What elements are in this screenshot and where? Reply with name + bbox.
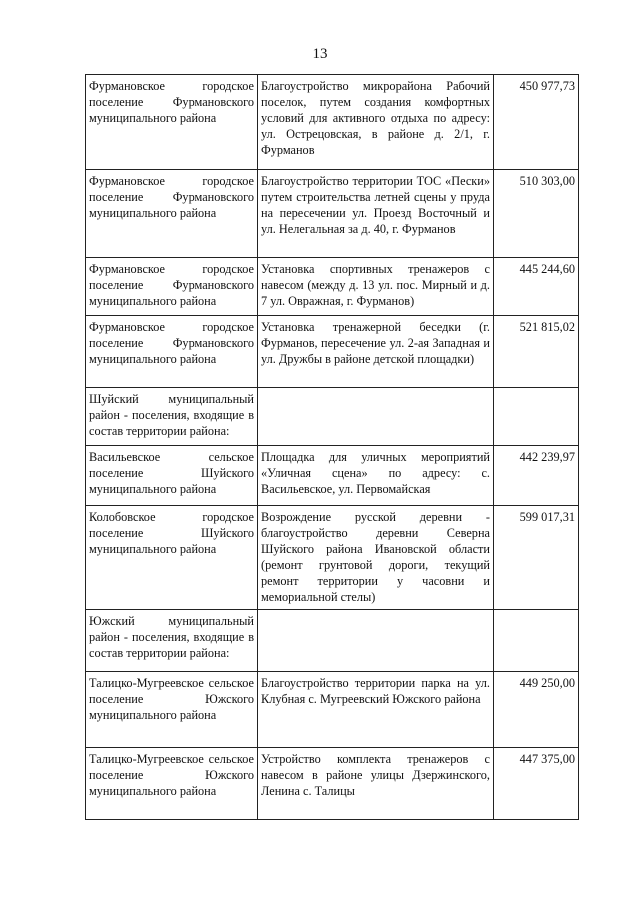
table-row bbox=[86, 748, 579, 820]
allocation-table bbox=[85, 74, 579, 820]
amount-cell bbox=[494, 170, 579, 258]
district-heading-cell: Шуйский муниципальный район - поселения, входящие в состав территории района: bbox=[86, 388, 258, 446]
amount-value: 447 375,00 bbox=[519, 752, 575, 766]
amount-value: 450 977,73 bbox=[519, 79, 575, 93]
amount-value: 599 017,31 bbox=[519, 510, 575, 524]
project-cell: Установка спортивных тренажеров с навесом (между д. 13 ул. пос. Мирный и д. 7 ул. Овражная, г. Фурманов) bbox=[258, 258, 494, 316]
project-cell: Благоустройство территории парка на ул. Клубная с. Мугреевский Южского района bbox=[258, 672, 494, 748]
table-row bbox=[86, 610, 579, 672]
amount-cell bbox=[494, 672, 579, 748]
amount-value: 521 815,02 bbox=[519, 320, 575, 334]
project-cell: Устройство комплекта тренажеров с навесом в районе улицы Дзержинского, Ленина с. Талицы bbox=[258, 748, 494, 820]
amount-cell bbox=[494, 258, 579, 316]
district-heading-cell: Южский муниципальный район - поселения, входящие в состав территории района: bbox=[86, 610, 258, 672]
settlement-cell: Фурмановское городское поселение Фурмановского муниципального района bbox=[86, 316, 258, 388]
table-row bbox=[86, 506, 579, 610]
table-row bbox=[86, 388, 579, 446]
project-cell: Площадка для уличных мероприятий «Уличная сцена» по адресу: с. Васильевское, ул. Первомайская bbox=[258, 446, 494, 506]
table-row bbox=[86, 672, 579, 748]
amount-cell bbox=[494, 446, 579, 506]
table-row bbox=[86, 258, 579, 316]
settlement-cell: Фурмановское городское поселение Фурмановского муниципального района bbox=[86, 258, 258, 316]
project-cell bbox=[258, 388, 494, 446]
settlement-cell: Талицко-Мугреевское сельское поселение Южского муниципального района bbox=[86, 672, 258, 748]
table-row bbox=[86, 170, 579, 258]
amount-value: 449 250,00 bbox=[519, 676, 575, 690]
amount-value: 442 239,97 bbox=[519, 450, 575, 464]
amount-value: 445 244,60 bbox=[519, 262, 575, 276]
table-row bbox=[86, 446, 579, 506]
page-number: 13 bbox=[312, 46, 328, 62]
amount-cell bbox=[494, 75, 579, 170]
amount-cell bbox=[494, 610, 579, 672]
amount-cell bbox=[494, 748, 579, 820]
project-cell: Благоустройство микрорайона Рабочий поселок, путем создания комфортных условий для активного отдыха по адресу: ул. Острецовская, в районе д. 2/1, г. Фурманов bbox=[258, 75, 494, 170]
project-cell: Установка тренажерной беседки (г. Фурманов, пересечение ул. 2-ая Западная и ул. Дружбы в районе детской площадки) bbox=[258, 316, 494, 388]
amount-cell bbox=[494, 506, 579, 610]
table-row bbox=[86, 316, 579, 388]
settlement-cell: Фурмановское городское поселение Фурмановского муниципального района bbox=[86, 170, 258, 258]
settlement-cell: Васильевское сельское поселение Шуйского муниципального района bbox=[86, 446, 258, 506]
amount-cell bbox=[494, 316, 579, 388]
amount-value: 510 303,00 bbox=[519, 174, 575, 188]
amount-cell bbox=[494, 388, 579, 446]
table-row bbox=[86, 75, 579, 170]
settlement-cell: Колобовское городское поселение Шуйского муниципального района bbox=[86, 506, 258, 610]
settlement-cell: Фурмановское городское поселение Фурмановского муниципального района bbox=[86, 75, 258, 170]
settlement-cell: Талицко-Мугреевское сельское поселение Южского муниципального района bbox=[86, 748, 258, 820]
project-cell: Благоустройство территории ТОС «Пески» путем строительства летней сцены у пруда на пересечении ул. Проезд Восточный и ул. Нелегальная за д. 40, г. Фурманов bbox=[258, 170, 494, 258]
project-cell: Возрождение русской деревни - благоустройство деревни Северна Шуйского района Ивановской области (ремонт грунтовой дороги, текущий ремонт территории у часовни и мемориальной стелы) bbox=[258, 506, 494, 610]
project-cell bbox=[258, 610, 494, 672]
